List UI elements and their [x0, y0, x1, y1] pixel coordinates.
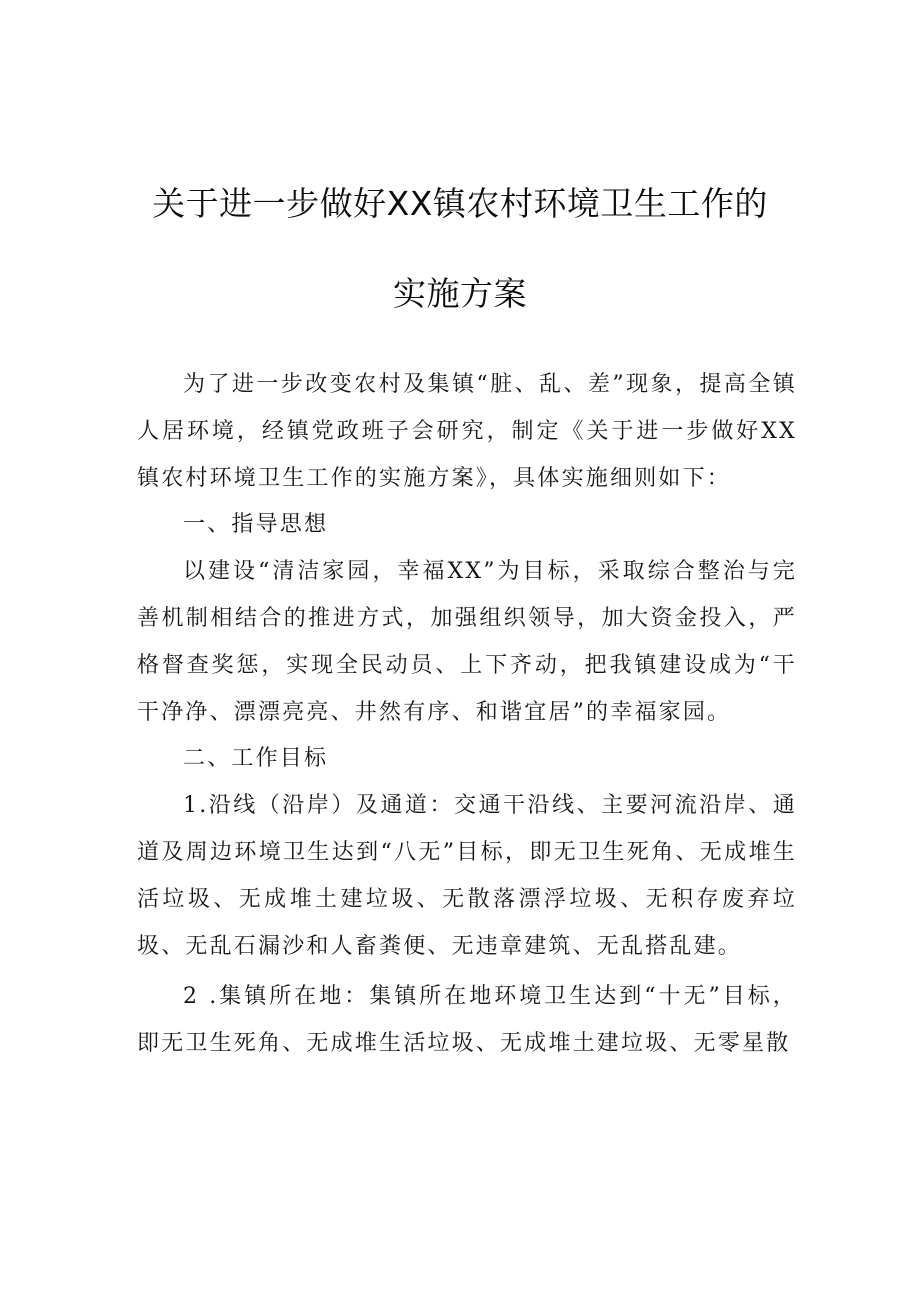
goal-item-2: 2 .集镇所在地：集镇所在地环境卫生达到“十无”目标，即无卫生死角、无成堆生活垃圾、无成堆土建垃圾、无零星散	[137, 984, 797, 1057]
document-title-line2: 实施方案	[393, 274, 527, 313]
section-heading-work-goals: 二、工作目标	[183, 746, 329, 772]
document-body	[137, 362, 797, 1068]
section-heading-guiding-thought: 一、指导思想	[183, 512, 329, 538]
goal-item-1: 1.沿线（沿岸）及通道：交通干沿线、主要河流沿岸、通道及周边环境卫生达到“八无”目标，即无卫生死角、无成堆生活垃圾、无成堆土建垃圾、无散落漂浮垃圾、无积存废弃垃圾、无乱石漏沙和人畜粪便、无违章建筑、无乱搭乱建。	[137, 793, 797, 959]
intro-paragraph: 为了进一步改变农村及集镇“脏、乱、差”现象，提高全镇人居环境，经镇党政班子会研究，制定《关于进一步做好XX镇农村环境卫生工作的实施方案》，具体实施细则如下：	[137, 372, 797, 491]
guiding-thought-paragraph: 以建设“清洁家园，幸福XX”为目标，采取综合整治与完善机制相结合的推进方式，加强组织领导，加大资金投入，严格督查奖惩，实现全民动员、上下齐动，把我镇建设成为“干干净净、漂漂亮亮、井然有序、和谐宜居”的幸福家园。	[137, 559, 797, 725]
document-title-line1: 关于进一步做好XX镇农村环境卫生工作的	[152, 184, 768, 223]
